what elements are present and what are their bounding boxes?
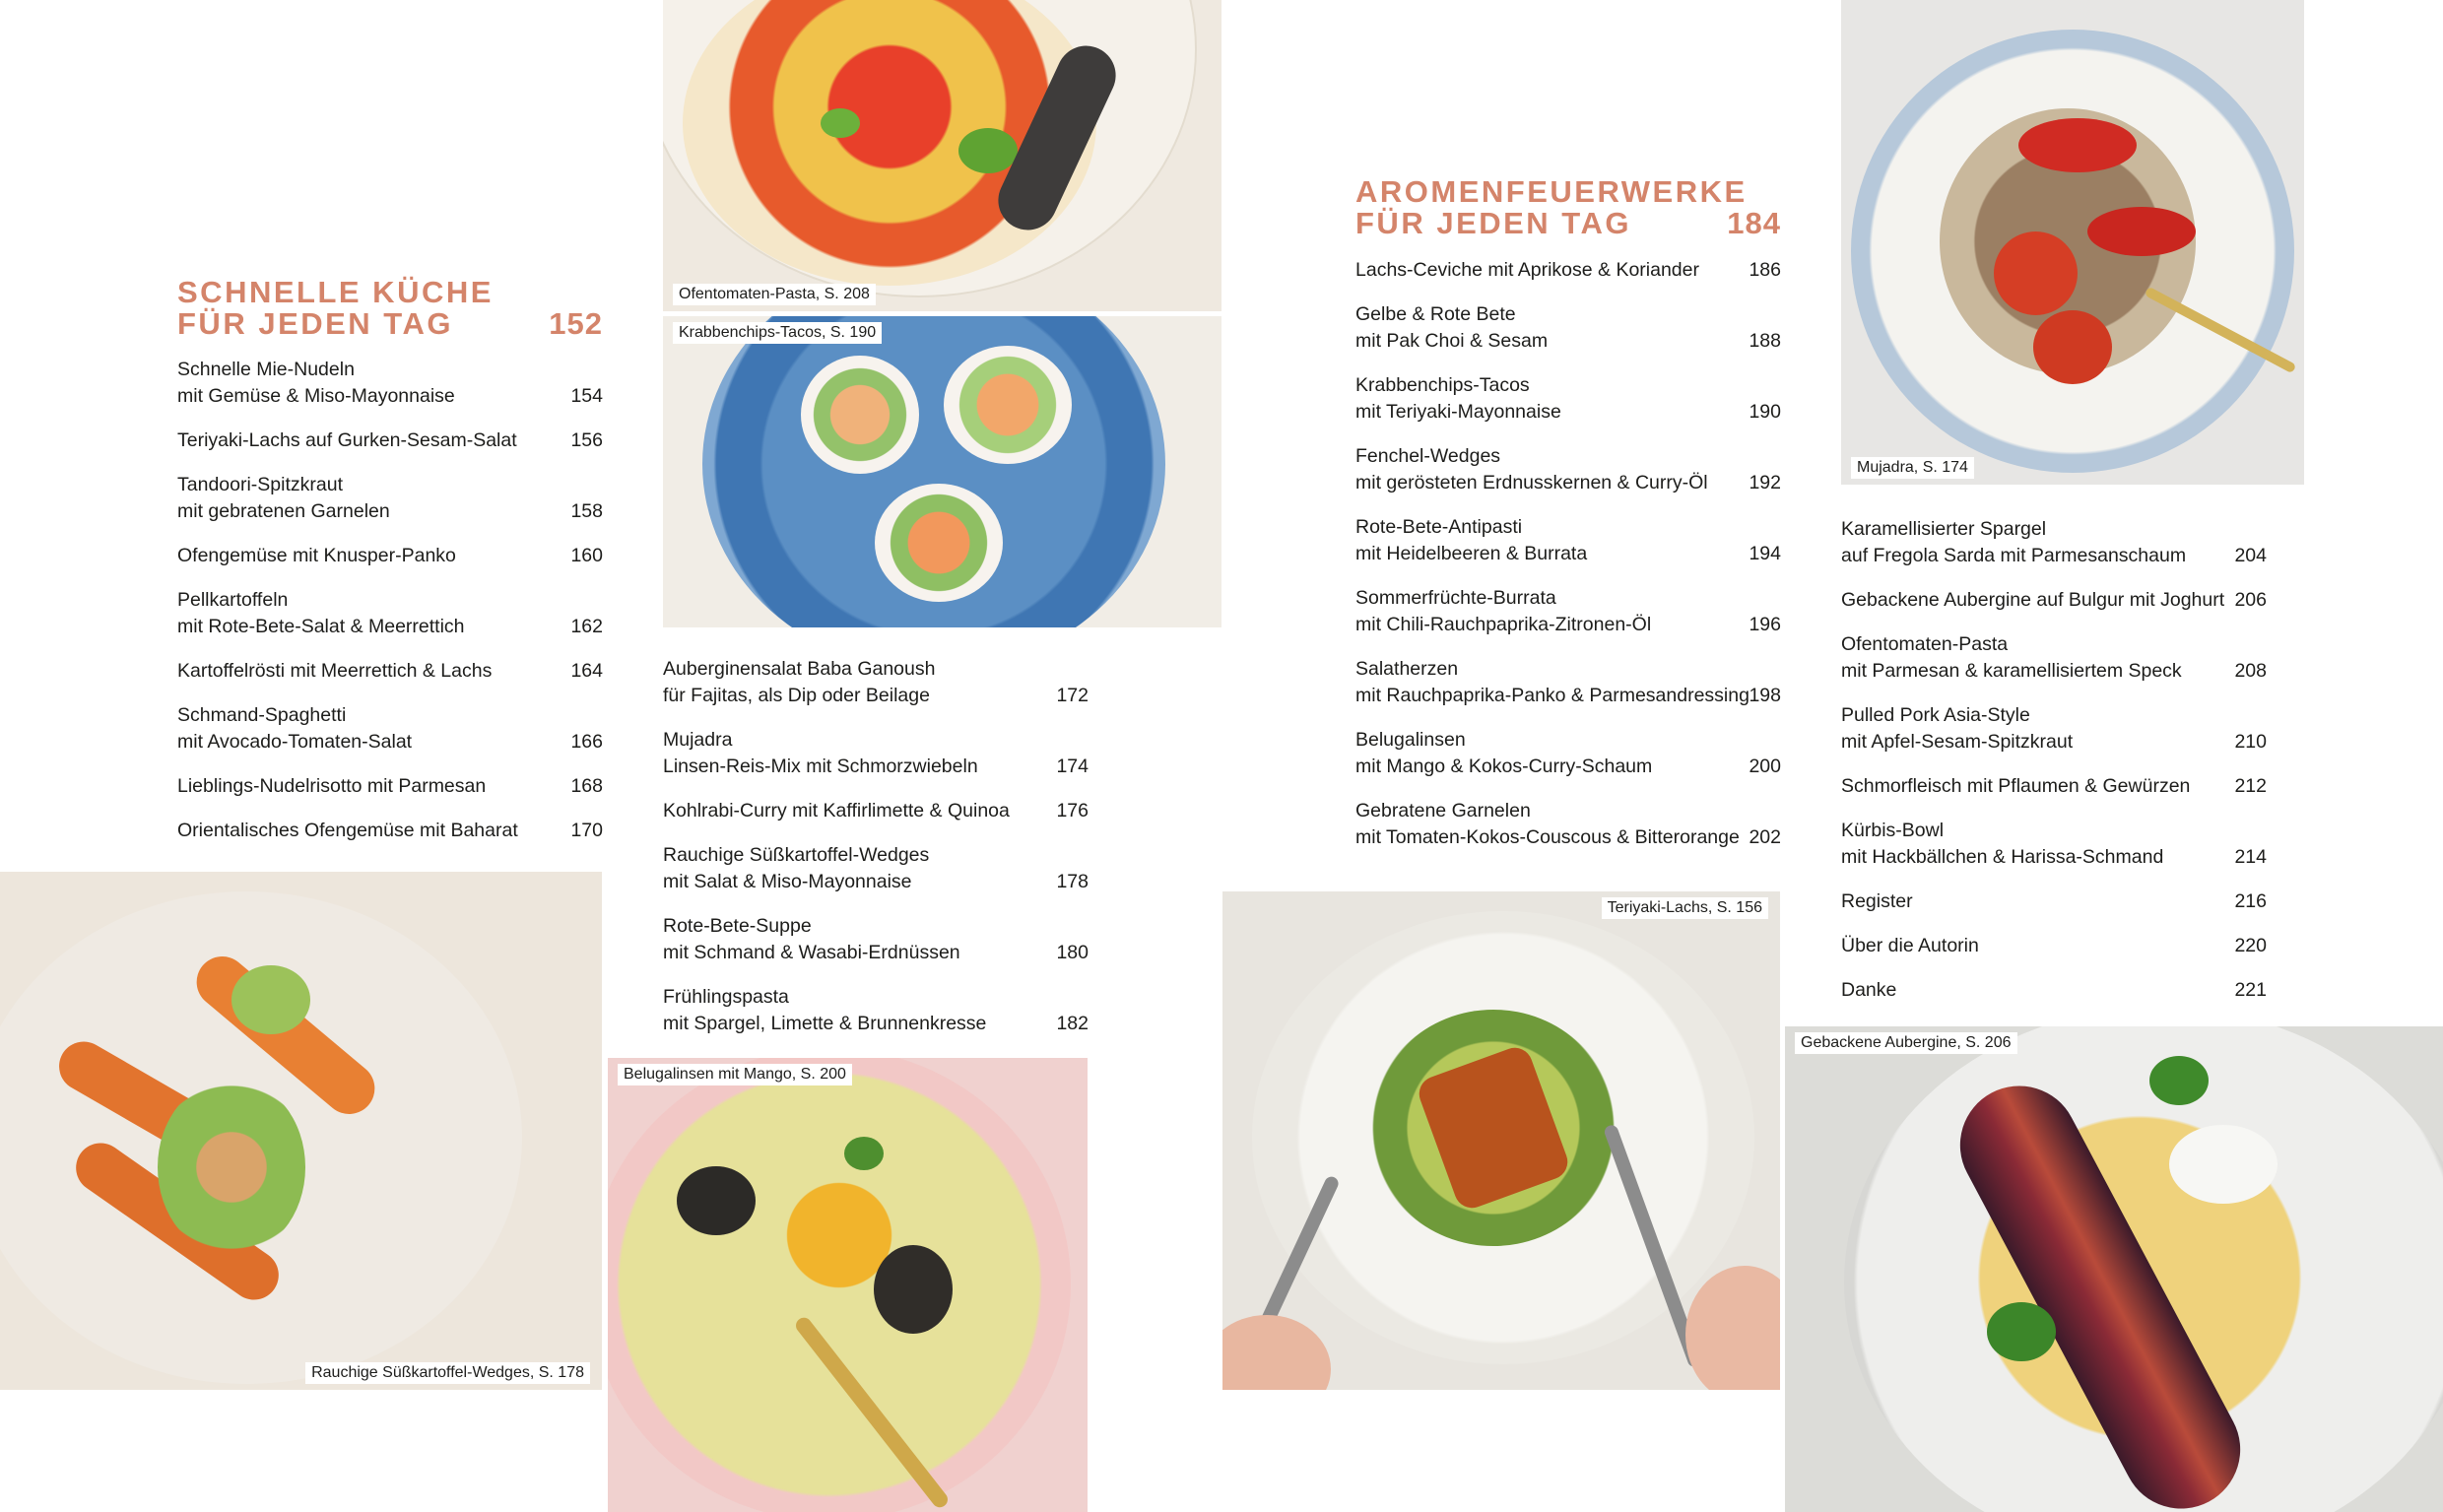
black-lentils <box>677 1166 756 1235</box>
toc-entry[interactable] <box>177 543 603 569</box>
hand-left <box>1222 1315 1331 1390</box>
yogurt <box>2169 1125 2278 1204</box>
photo-ofentomaten-pasta <box>663 0 1222 311</box>
toc-entry-title: Ofentomaten-Pasta <box>1841 633 2009 655</box>
toc-entry-title: Orientalisches Ofengemüse mit Baharat <box>177 820 518 841</box>
lettuce-leaf <box>231 965 310 1034</box>
toc-entry-title: Schmorfleisch mit Pflaumen & Gewürzen <box>1841 775 2191 797</box>
toc-column-4 <box>1841 516 2267 1021</box>
toc-entry[interactable] <box>1841 702 2267 756</box>
black-lentils-2 <box>874 1245 953 1334</box>
toc-entry-subtitle: mit Hackbällchen & Harissa-Schmand <box>1841 846 2164 868</box>
caption-belugalinsen: Belugalinsen mit Mango, S. 200 <box>618 1064 852 1085</box>
toc-entry[interactable] <box>1355 257 1781 284</box>
toc-entry-page: 204 <box>2234 545 2267 566</box>
toc-entry[interactable] <box>663 984 1089 1037</box>
toc-entry-title: Gebratene Garnelen <box>1355 800 1531 822</box>
toc-entry-title: Tandoori-Spitzkraut <box>177 474 343 495</box>
toc-entry-page: 178 <box>1056 871 1089 892</box>
toc-entry-title: Mujadra <box>663 729 733 751</box>
toc-entry[interactable] <box>1841 516 2267 569</box>
toc-entry[interactable] <box>1355 656 1781 709</box>
toc-entry[interactable] <box>1355 798 1781 851</box>
basil-leaf <box>958 128 1018 173</box>
toc-entry[interactable] <box>1841 933 2267 959</box>
roasted-tomato-2 <box>2033 310 2112 384</box>
toc-entry-subtitle: mit Teriyaki-Mayonnaise <box>1355 401 1561 423</box>
toc-entry-title: Ofengemüse mit Knusper-Panko <box>177 545 456 566</box>
caption-gebackene-aubergine: Gebackene Aubergine, S. 206 <box>1795 1032 2017 1054</box>
toc-entry[interactable] <box>1355 514 1781 567</box>
toc-entry-title: Sommerfrüchte-Burrata <box>1355 587 1556 609</box>
red-pepper <box>2018 118 2137 172</box>
toc-entry-page: 210 <box>2234 731 2267 753</box>
section-heading-aromenfeuerwerke <box>1355 176 1781 239</box>
toc-entry[interactable] <box>1355 372 1781 426</box>
section-title-line2: FÜR JEDEN TAG <box>1355 206 1631 240</box>
toc-entry-page: 214 <box>2234 846 2267 868</box>
toc-entry-subtitle: mit Tomaten-Kokos-Couscous & Bitterorange <box>1355 826 1740 848</box>
toc-entry-page: 162 <box>570 616 603 637</box>
toc-entry-page: 158 <box>570 500 603 522</box>
coriander-leaf <box>844 1137 884 1170</box>
toc-entry-subtitle: mit Mango & Kokos-Curry-Schaum <box>1355 756 1653 777</box>
toc-entry-title: Belugalinsen <box>1355 729 1466 751</box>
toc-entry[interactable] <box>1841 773 2267 800</box>
toc-entry[interactable] <box>177 357 603 410</box>
toc-entry-page: 166 <box>570 731 603 753</box>
toc-entry[interactable] <box>663 913 1089 966</box>
photo-krabbenchips-tacos <box>663 316 1222 627</box>
toc-entry-subtitle: für Fajitas, als Dip oder Beilage <box>663 685 930 706</box>
toc-entry-page: 172 <box>1056 685 1089 706</box>
toc-entry-title: Rote-Bete-Antipasti <box>1355 516 1523 538</box>
salad-greens <box>158 1079 305 1256</box>
toc-entry[interactable] <box>1355 301 1781 355</box>
toc-column-2 <box>663 656 1089 1055</box>
toc-entry-title: Kartoffelrösti mit Meerrettich & Lachs <box>177 660 493 682</box>
caption-krabbenchips-tacos: Krabbenchips-Tacos, S. 190 <box>673 322 882 344</box>
toc-entry[interactable] <box>177 587 603 640</box>
toc-entry[interactable] <box>177 773 603 800</box>
toc-entry[interactable] <box>1841 888 2267 915</box>
toc-entry-page: 156 <box>570 429 603 451</box>
photo-teriyaki-lachs <box>1222 891 1780 1390</box>
toc-entry-title: Lachs-Ceviche mit Aprikose & Koriander <box>1355 259 1699 281</box>
toc-entry-page: 196 <box>1749 614 1781 635</box>
toc-entry-title: Kohlrabi-Curry mit Kaffirlimette & Quinoa <box>663 800 1010 822</box>
toc-entry-subtitle: mit Gemüse & Miso-Mayonnaise <box>177 385 455 407</box>
hand-right <box>1685 1266 1780 1390</box>
toc-entry[interactable] <box>663 727 1089 780</box>
toc-entry-page: 212 <box>2234 775 2267 797</box>
toc-entry[interactable] <box>177 472 603 525</box>
toc-column-1 <box>177 357 603 862</box>
toc-entry-title: Salatherzen <box>1355 658 1459 680</box>
caption-suesskartoffel-wedges: Rauchige Süßkartoffel-Wedges, S. 178 <box>305 1362 590 1384</box>
toc-entry-title: Über die Autorin <box>1841 935 1979 956</box>
toc-entry-title: Kürbis-Bowl <box>1841 820 1945 841</box>
toc-entry-page: 216 <box>2234 890 2267 912</box>
toc-entry-subtitle: Linsen-Reis-Mix mit Schmorzwiebeln <box>663 756 978 777</box>
caption-ofentomaten-pasta: Ofentomaten-Pasta, S. 208 <box>673 284 876 305</box>
toc-entry-page: 180 <box>1056 942 1089 963</box>
toc-entry[interactable] <box>1841 977 2267 1004</box>
toc-entry[interactable] <box>1355 727 1781 780</box>
roasted-tomato <box>1994 231 2078 315</box>
toc-entry-title: Fenchel-Wedges <box>1355 445 1501 467</box>
section-heading-schnelle-kueche <box>177 277 603 340</box>
toc-column-3 <box>1355 257 1781 869</box>
toc-entry[interactable] <box>1841 818 2267 871</box>
toc-entry-title: Rauchige Süßkartoffel-Wedges <box>663 844 930 866</box>
photo-mujadra <box>1841 0 2304 485</box>
toc-entry-title: Register <box>1841 890 1913 912</box>
toc-entry-subtitle: mit Rote-Bete-Salat & Meerrettich <box>177 616 465 637</box>
toc-entry-page: 206 <box>2234 589 2267 611</box>
toc-entry-subtitle: mit Schmand & Wasabi-Erdnüssen <box>663 942 960 963</box>
toc-entry-page: 190 <box>1749 401 1781 423</box>
toc-entry-subtitle: mit Spargel, Limette & Brunnenkresse <box>663 1013 987 1034</box>
toc-entry-subtitle: mit Apfel-Sesam-Spitzkraut <box>1841 731 2074 753</box>
toc-entry-page: 208 <box>2234 660 2267 682</box>
toc-entry-title: Frühlingspasta <box>663 986 789 1008</box>
toc-entry-title: Karamellisierter Spargel <box>1841 518 2047 540</box>
toc-entry-page: 164 <box>570 660 603 682</box>
toc-entry-subtitle: mit Avocado-Tomaten-Salat <box>177 731 413 753</box>
toc-entry-title: Krabbenchips-Tacos <box>1355 374 1530 396</box>
toc-entry-page: 198 <box>1749 685 1781 706</box>
toc-entry[interactable] <box>663 798 1089 824</box>
toc-entry[interactable] <box>1355 585 1781 638</box>
toc-entry-title: Danke <box>1841 979 1897 1001</box>
toc-entry-title: Pellkartoffeln <box>177 589 289 611</box>
taco-1 <box>801 356 919 474</box>
toc-entry-title: Lieblings-Nudelrisotto mit Parmesan <box>177 775 487 797</box>
toc-entry[interactable] <box>177 818 603 844</box>
taco-3 <box>875 484 1003 602</box>
toc-entry-subtitle: mit Rauchpaprika-Panko & Parmesandressing <box>1355 685 1750 706</box>
toc-entry-page: 160 <box>570 545 603 566</box>
toc-entry-page: 200 <box>1749 756 1781 777</box>
toc-entry-subtitle: mit Heidelbeeren & Burrata <box>1355 543 1588 564</box>
toc-entry-page: 221 <box>2234 979 2267 1001</box>
section-page-number: 152 <box>549 306 603 341</box>
caption-teriyaki-lachs: Teriyaki-Lachs, S. 156 <box>1602 897 1768 919</box>
basil-leaf-2 <box>821 108 860 138</box>
toc-entry-subtitle: mit Chili-Rauchpaprika-Zitronen-Öl <box>1355 614 1652 635</box>
toc-entry-page: 154 <box>570 385 603 407</box>
toc-entry-page: 170 <box>570 820 603 841</box>
toc-entry-title: Schnelle Mie-Nudeln <box>177 359 355 380</box>
toc-entry-title: Auberginensalat Baba Ganoush <box>663 658 936 680</box>
toc-entry[interactable] <box>663 656 1089 709</box>
toc-entry-page: 176 <box>1056 800 1089 822</box>
photo-suesskartoffel-wedges <box>0 872 602 1390</box>
toc-entry[interactable] <box>177 702 603 756</box>
toc-entry-title: Rote-Bete-Suppe <box>663 915 812 937</box>
section-title-line2: FÜR JEDEN TAG <box>177 306 453 341</box>
section-title-line1: AROMENFEUERWERKE <box>1355 174 1748 209</box>
toc-entry-subtitle: mit Pak Choi & Sesam <box>1355 330 1549 352</box>
taco-2 <box>944 346 1072 464</box>
toc-entry-subtitle: mit gerösteten Erdnusskernen & Curry-Öl <box>1355 472 1708 493</box>
photo-gebackene-aubergine <box>1785 1026 2443 1512</box>
toc-entry-subtitle: auf Fregola Sarda mit Parmesanschaum <box>1841 545 2187 566</box>
toc-entry[interactable] <box>1841 631 2267 685</box>
toc-entry[interactable] <box>1841 587 2267 614</box>
toc-entry-page: 220 <box>2234 935 2267 956</box>
toc-entry-title: Gebackene Aubergine auf Bulgur mit Joghurt <box>1841 589 2225 611</box>
toc-entry[interactable] <box>177 658 603 685</box>
caption-mujadra: Mujadra, S. 174 <box>1851 457 1974 479</box>
toc-entry-title: Teriyaki-Lachs auf Gurken-Sesam-Salat <box>177 429 517 451</box>
section-title-line1: SCHNELLE KÜCHE <box>177 275 494 309</box>
toc-entry-page: 186 <box>1749 259 1781 281</box>
toc-entry-page: 168 <box>570 775 603 797</box>
toc-entry[interactable] <box>663 842 1089 895</box>
toc-entry-page: 188 <box>1749 330 1781 352</box>
toc-entry[interactable] <box>177 427 603 454</box>
toc-entry-page: 174 <box>1056 756 1089 777</box>
toc-entry-page: 182 <box>1056 1013 1089 1034</box>
toc-entry-page: 192 <box>1749 472 1781 493</box>
coriander-leaf-2 <box>2149 1056 2209 1105</box>
toc-entry-title: Schmand-Spaghetti <box>177 704 347 726</box>
toc-entry[interactable] <box>1355 443 1781 496</box>
red-pepper-2 <box>2087 207 2196 256</box>
toc-entry-subtitle: mit gebratenen Garnelen <box>177 500 390 522</box>
toc-entry-title: Gelbe & Rote Bete <box>1355 303 1516 325</box>
toc-entry-page: 202 <box>1749 826 1781 848</box>
photo-belugalinsen <box>608 1058 1088 1512</box>
toc-entry-subtitle: mit Salat & Miso-Mayonnaise <box>663 871 912 892</box>
coriander-leaf-3 <box>1987 1302 2056 1361</box>
section-page-number: 184 <box>1727 206 1781 240</box>
toc-entry-page: 194 <box>1749 543 1781 564</box>
toc-entry-title: Pulled Pork Asia-Style <box>1841 704 2030 726</box>
toc-entry-subtitle: mit Parmesan & karamellisiertem Speck <box>1841 660 2182 682</box>
